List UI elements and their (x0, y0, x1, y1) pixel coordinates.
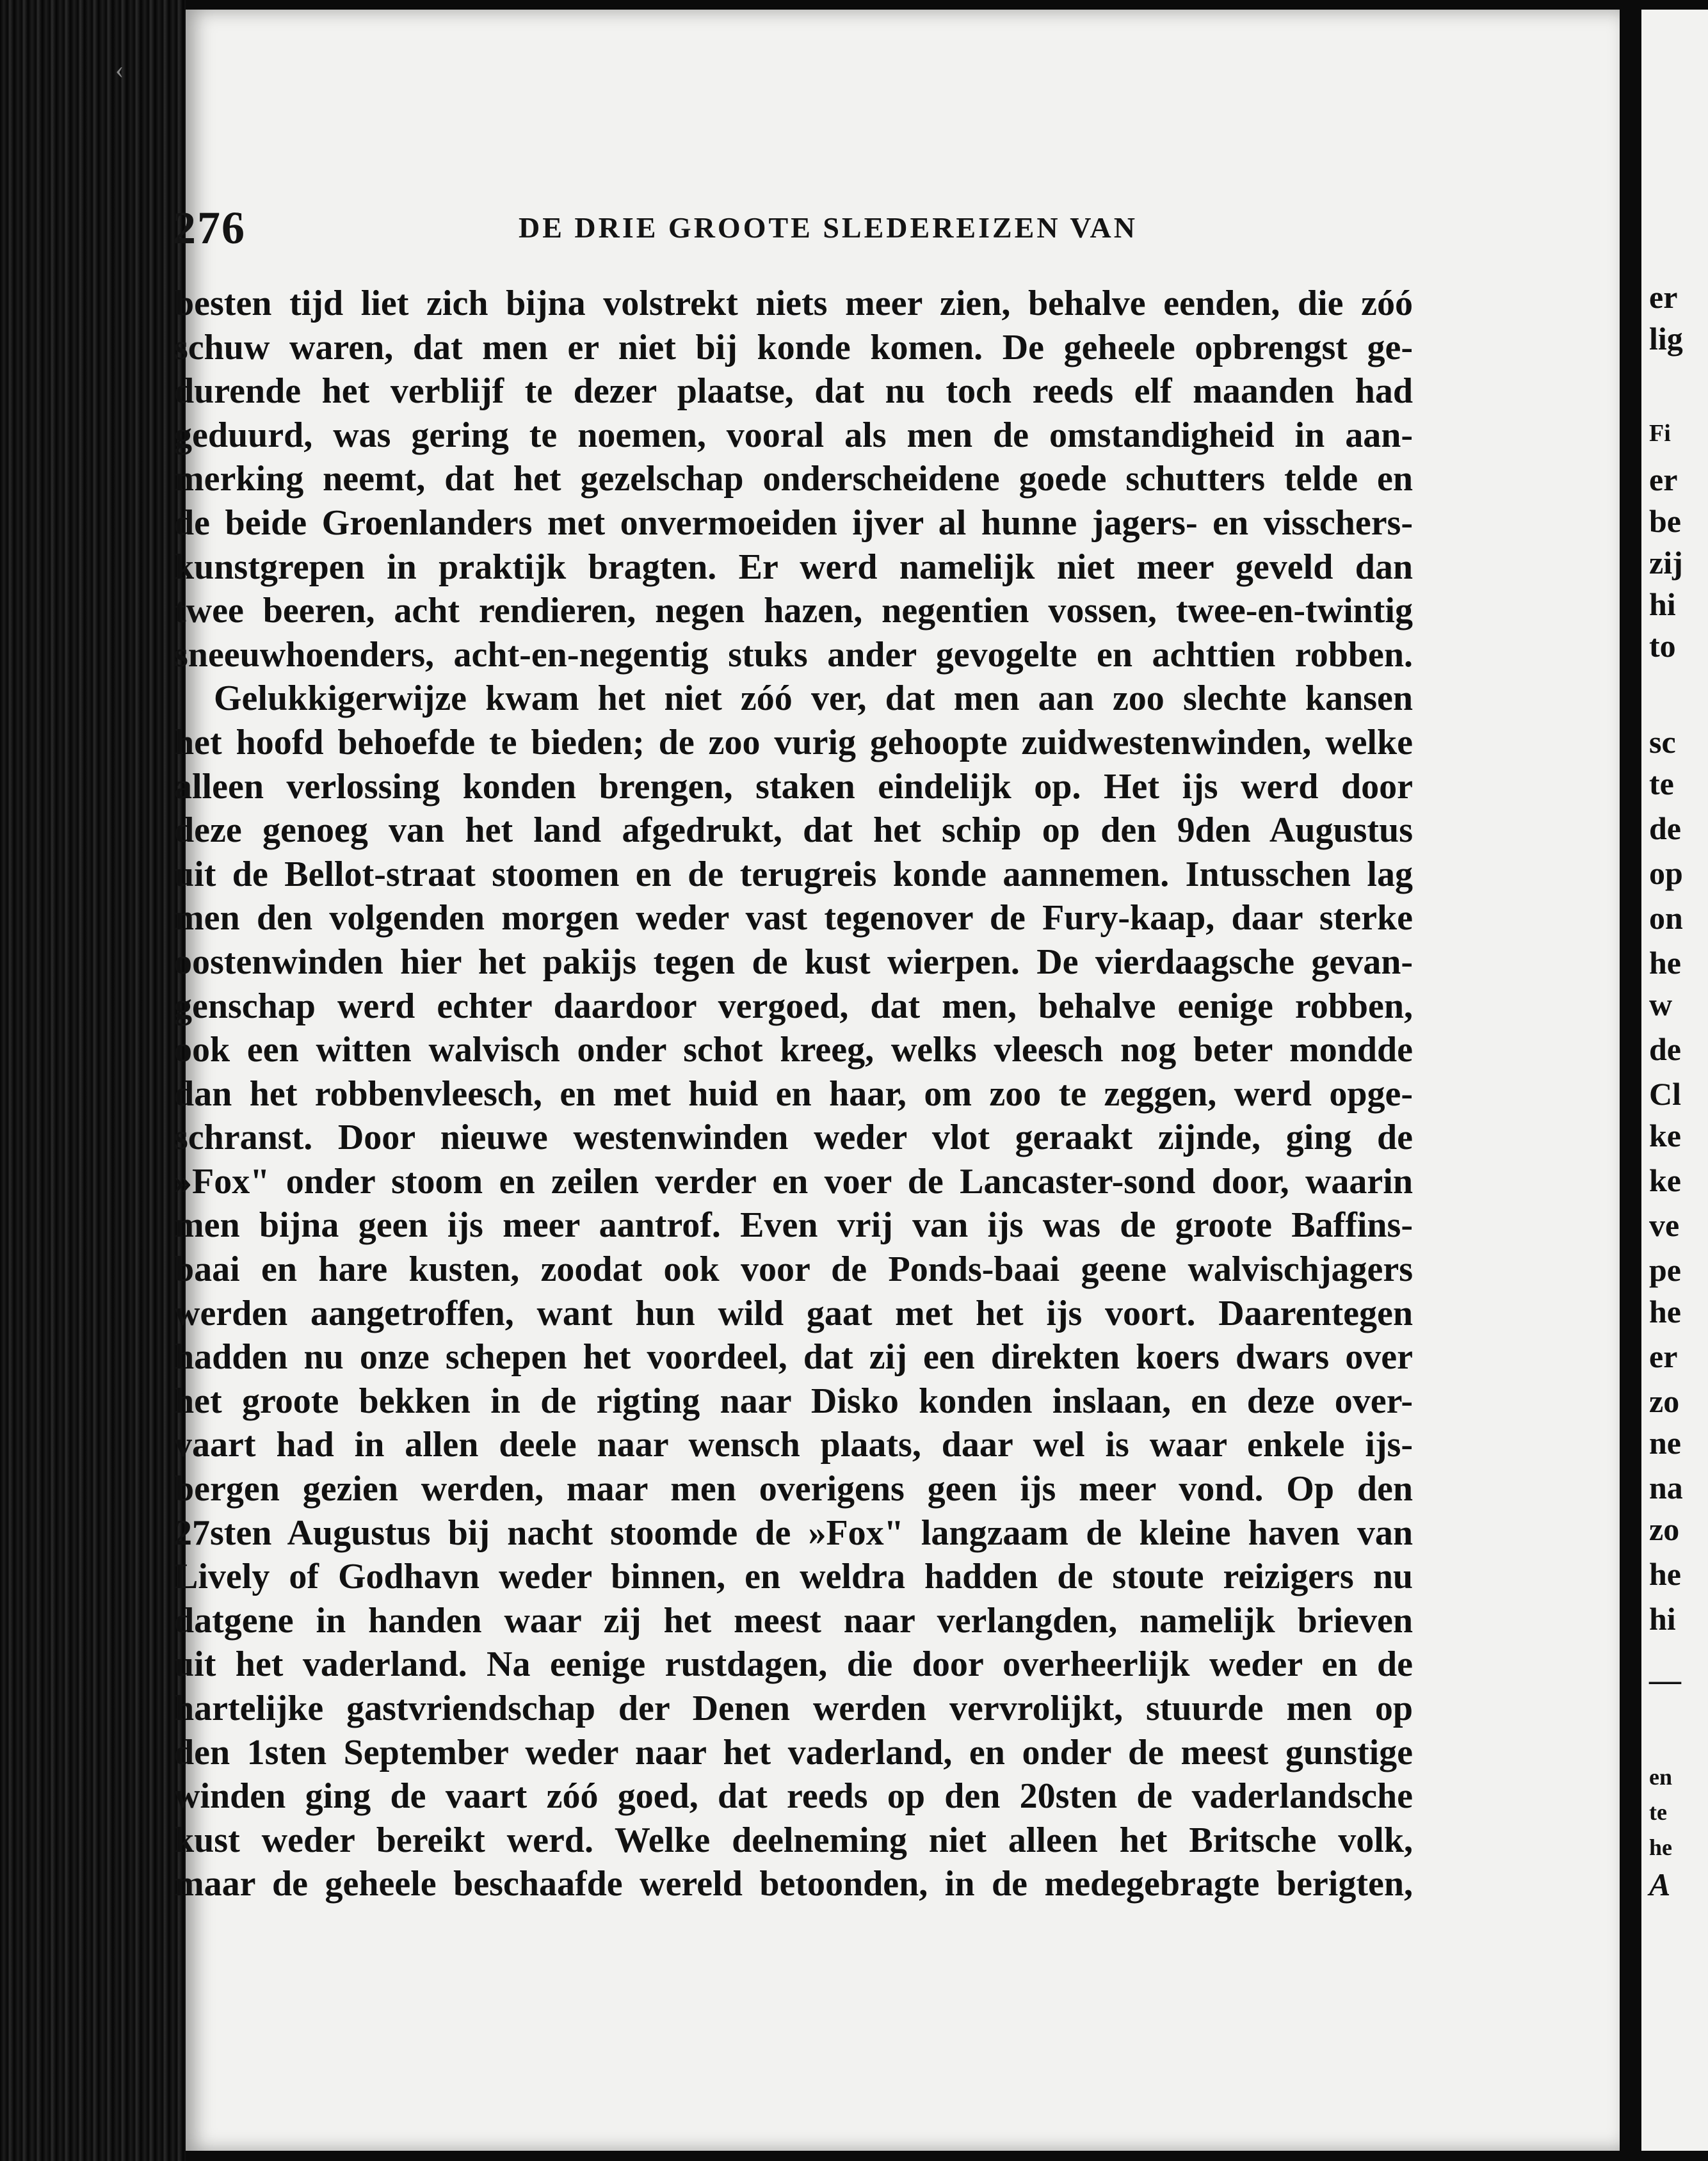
text-line: alleen verlossing konden brengen, staken eindelijk op. Het ijs werd door (174, 766, 1413, 807)
text-line: Gelukkigerwijze kwam het niet zóó ver, dat men aan zoo slechte kansen (214, 679, 1413, 719)
text-line: sneeuwhoenders, acht-en-negentig stuks ander gevogelte en achttien robben. (174, 634, 1413, 675)
next-page-fragment: zij (1649, 545, 1683, 581)
text-line: maar de geheele beschaafde wereld betoonden, in de medegebragte berigten, (174, 1864, 1413, 1904)
text-line: dan het robbenvleesch, en met huid en haar, om zoo te zeggen, werd opge- (174, 1073, 1413, 1114)
text-line: uit de Bellot-straat stoomen en de terugreis konde aannemen. Intusschen lag (174, 854, 1413, 894)
text-line: werden aangetroffen, want hun wild gaat met het ijs voort. Daarentegen (174, 1293, 1413, 1333)
next-page-fragment: zo (1649, 1511, 1680, 1547)
next-page-sliver (1636, 10, 1708, 2151)
next-page-fragment: he (1649, 945, 1681, 981)
book-edge (0, 0, 186, 2161)
next-page-fragment: he (1649, 1556, 1681, 1592)
text-line: oostenwinden hier het pakijs tegen de kust wierpen. De vierdaagsche gevan- (174, 942, 1413, 982)
text-line: men bijna geen ijs meer aantrof. Even vrij van ijs was de groote Baffins- (174, 1205, 1413, 1246)
text-line: merking neemt, dat het gezelschap onderscheidene goede schutters telde en (174, 459, 1413, 499)
text-line: »Fox" onder stoom en zeilen verder en voer de Lancaster-sond door, waarin (174, 1161, 1413, 1201)
next-page-fragment: — (1649, 1662, 1681, 1698)
text-line: twee beeren, acht rendieren, negen hazen, negentien vossen, twee-en-twintig (174, 591, 1413, 631)
next-page-fragment: er (1649, 279, 1678, 315)
text-line: datgene in handen waar zij het meest naar verlangden, namelijk brieven (174, 1600, 1413, 1641)
next-page-fragment: Fi (1649, 420, 1671, 447)
next-page-fragment: ke (1649, 1162, 1681, 1198)
next-page-fragment: er (1649, 462, 1678, 497)
text-line: Lively of Godhavn weder binnen, en weldra hadden de stoute reizigers nu (174, 1557, 1413, 1597)
text-line: ook een witten walvisch onder schot kreeg, welks vleesch nog beter mondde (174, 1030, 1413, 1070)
next-page-fragment: Cl (1649, 1076, 1681, 1112)
text-line: de beide Groenlanders met onvermoeiden ijver al hunne jagers- en visschers- (174, 502, 1413, 543)
next-page-fragment: te (1649, 1799, 1667, 1825)
text-line: baai en hare kusten, zoodat ook voor de Ponds-baai geene walvischjagers (174, 1249, 1413, 1290)
next-page-fragment: hi (1649, 1601, 1676, 1637)
text-line: hartelijke gastvriendschap der Denen werden vervrolijkt, stuurde men op (174, 1689, 1413, 1728)
scan-mark: ‹ (115, 55, 124, 84)
text-line: schuw waren, dat men er niet bij konde komen. De geheele opbrengst ge- (174, 327, 1413, 367)
text-line: genschap werd echter daardoor vergoed, dat men, behalve eenige robben, (174, 986, 1413, 1026)
next-page-fragment: to (1649, 628, 1676, 664)
page-number: 276 (173, 202, 246, 253)
text-line: winden ging de vaart zóó goed, dat reeds op den 20sten de vaderlandsche (174, 1776, 1413, 1817)
next-page-fragment: he (1649, 1835, 1672, 1860)
next-page-fragment: en (1649, 1764, 1672, 1790)
next-page-fragment: he (1649, 1294, 1681, 1330)
next-page-fragment: A (1649, 1867, 1671, 1902)
text-line: schranst. Door nieuwe westenwinden weder vlot geraakt zijnde, ging de (174, 1118, 1413, 1158)
next-page-fragment: de (1649, 810, 1681, 846)
next-page-fragment: w (1649, 986, 1673, 1022)
next-page-fragment: ke (1649, 1118, 1681, 1153)
text-line: bergen gezien werden, maar men overigens geen ijs meer vond. Op den (174, 1469, 1413, 1509)
text-line: durende het verblijf te dezer plaatse, dat nu toch reeds elf maanden had (174, 371, 1413, 412)
body-text (174, 282, 1413, 1906)
text-line: men den volgenden morgen weder vast tegenover de Fury-kaap, daar sterke (174, 898, 1413, 938)
next-page-fragment: te (1649, 766, 1674, 801)
next-page-fragment: na (1649, 1470, 1683, 1506)
next-page-fragment: on (1649, 900, 1683, 936)
text-line: het groote bekken in de rigting naar Disko konden inslaan, en deze over- (174, 1381, 1413, 1421)
next-page-fragment: sc (1649, 724, 1676, 760)
text-line: besten tijd liet zich bijna volstrekt niets meer zien, behalve eenden, die zóó (174, 284, 1413, 323)
text-line: kust weder bereikt werd. Welke deelneming niet alleen het Britsche volk, (174, 1820, 1413, 1860)
text-line: deze genoeg van het land afgedrukt, dat het schip op den 9den Augustus (174, 810, 1413, 851)
next-page-fragment: ne (1649, 1425, 1681, 1461)
text-line: den 1sten September weder naar het vaderland, en onder de meest gunstige (174, 1732, 1413, 1772)
text-line: uit het vaderland. Na eenige rustdagen, die door overheerlijk weder en de (174, 1644, 1413, 1685)
text-line: vaart had in allen deele naar wensch plaats, daar wel is waar enkele ijs- (174, 1425, 1413, 1465)
next-page-fragment: op (1649, 855, 1683, 891)
next-page-fragment: lig (1649, 321, 1683, 357)
text-line: het hoofd behoefde te bieden; de zoo vurig gehoopte zuidwestenwinden, welke (174, 722, 1413, 762)
next-page-fragment: de (1649, 1031, 1681, 1067)
next-page-fragment: hi (1649, 586, 1676, 622)
text-line: 27sten Augustus bij nacht stoomde de »Fox" langzaam de kleine haven van (174, 1513, 1413, 1553)
running-title: DE DRIE GROOTE SLEDEREIZEN VAN (519, 211, 1138, 244)
text-line: geduurd, was gering te noemen, vooral als men de omstandigheid in aan- (174, 415, 1413, 455)
next-page-fragment: pe (1649, 1252, 1681, 1288)
next-page-fragment: be (1649, 503, 1681, 539)
text-line: kunstgrepen in praktijk bragten. Er werd namelijk niet meer geveld dan (174, 547, 1413, 587)
next-page-fragment: er (1649, 1338, 1678, 1374)
next-page-fragment: zo (1649, 1383, 1680, 1419)
page-header (173, 202, 1261, 259)
next-page-fragment: ve (1649, 1207, 1680, 1243)
text-line: hadden nu onze schepen het voordeel, dat zij een direkten koers dwars over (174, 1337, 1413, 1378)
